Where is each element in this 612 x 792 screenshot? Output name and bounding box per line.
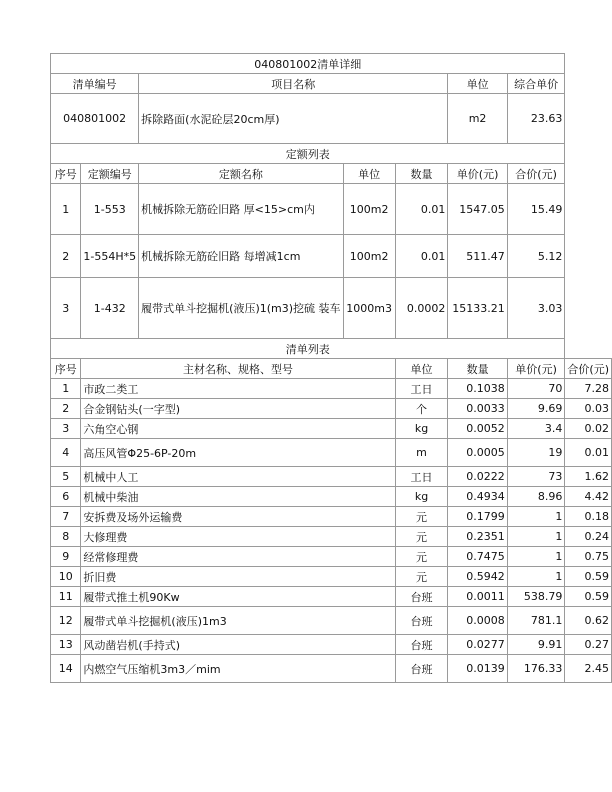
quota-unit: 100m2 <box>343 235 395 278</box>
quota-total: 15.49 <box>507 184 565 235</box>
material-name: 合金钢钻头(一字型) <box>81 399 395 419</box>
material-col-no: 序号 <box>51 359 81 379</box>
material-total: 0.18 <box>565 507 612 527</box>
material-total: 0.59 <box>565 567 612 587</box>
material-unit: 台班 <box>395 607 448 635</box>
quota-total: 5.12 <box>507 235 565 278</box>
material-row <box>51 547 612 567</box>
material-total: 7.28 <box>565 379 612 399</box>
material-name: 履带式推土机90Kw <box>81 587 395 607</box>
quota-row <box>51 184 612 235</box>
quota-code: 1-554H*5 <box>81 235 139 278</box>
material-qty: 0.7475 <box>448 547 507 567</box>
material-name: 履带式单斗挖掘机(液压)1m3 <box>81 607 395 635</box>
material-no: 5 <box>51 467 81 487</box>
material-no: 14 <box>51 655 81 683</box>
material-qty: 0.5942 <box>448 567 507 587</box>
quota-col-code: 定额编号 <box>81 164 139 184</box>
material-no: 2 <box>51 399 81 419</box>
quota-total: 3.03 <box>507 278 565 339</box>
unit-label: 单位 <box>448 74 507 94</box>
material-unit: kg <box>395 487 448 507</box>
material-qty: 0.0052 <box>448 419 507 439</box>
material-unit: 元 <box>395 567 448 587</box>
quota-code: 1-553 <box>81 184 139 235</box>
material-col-total: 合价(元) <box>565 359 612 379</box>
bill-code: 040801002 <box>51 94 139 144</box>
material-name: 大修理费 <box>81 527 395 547</box>
material-price: 19 <box>507 439 565 467</box>
quota-qty: 0.01 <box>395 235 448 278</box>
quota-col-price: 单价(元) <box>448 164 507 184</box>
material-total: 0.02 <box>565 419 612 439</box>
material-qty: 0.0277 <box>448 635 507 655</box>
material-qty: 0.4934 <box>448 487 507 507</box>
material-unit: 元 <box>395 527 448 547</box>
material-no: 6 <box>51 487 81 507</box>
material-total: 0.59 <box>565 587 612 607</box>
quota-price: 511.47 <box>448 235 507 278</box>
price-label: 综合单价 <box>507 74 565 94</box>
quota-no: 3 <box>51 278 81 339</box>
material-price: 781.1 <box>507 607 565 635</box>
material-total: 4.42 <box>565 487 612 507</box>
material-price: 70 <box>507 379 565 399</box>
header-label-row <box>51 74 612 94</box>
material-price: 3.4 <box>507 419 565 439</box>
quota-row <box>51 278 612 339</box>
material-total: 0.03 <box>565 399 612 419</box>
material-col-qty: 数量 <box>448 359 507 379</box>
material-no: 1 <box>51 379 81 399</box>
material-no: 11 <box>51 587 81 607</box>
quota-col-unit: 单位 <box>343 164 395 184</box>
material-col-unit: 单位 <box>395 359 448 379</box>
quota-section-title: 定额列表 <box>51 144 565 164</box>
quota-section-title-row <box>51 144 612 164</box>
material-unit: 台班 <box>395 587 448 607</box>
material-column-header-row <box>51 359 612 379</box>
material-row <box>51 527 612 547</box>
material-row <box>51 567 612 587</box>
material-name: 风动凿岩机(手持式) <box>81 635 395 655</box>
material-name: 机械中柴油 <box>81 487 395 507</box>
material-row <box>51 399 612 419</box>
material-row <box>51 487 612 507</box>
material-price: 9.91 <box>507 635 565 655</box>
material-name: 六角空心钢 <box>81 419 395 439</box>
material-name: 机械中人工 <box>81 467 395 487</box>
quota-qty: 0.0002 <box>395 278 448 339</box>
material-unit: 台班 <box>395 655 448 683</box>
material-price: 8.96 <box>507 487 565 507</box>
material-price: 9.69 <box>507 399 565 419</box>
quota-no: 1 <box>51 184 81 235</box>
material-row <box>51 419 612 439</box>
material-total: 0.62 <box>565 607 612 635</box>
material-total: 2.45 <box>565 655 612 683</box>
quota-qty: 0.01 <box>395 184 448 235</box>
material-qty: 0.1799 <box>448 507 507 527</box>
header-value-row <box>51 94 612 144</box>
material-unit: 元 <box>395 547 448 567</box>
material-unit: 工日 <box>395 379 448 399</box>
material-name: 市政二类工 <box>81 379 395 399</box>
material-qty: 0.0222 <box>448 467 507 487</box>
material-name: 高压风管Φ25-6P-20m <box>81 439 395 467</box>
material-row <box>51 655 612 683</box>
quota-unit: 100m2 <box>343 184 395 235</box>
quota-name: 机械拆除无筋砼旧路 厚<15>cm内 <box>139 184 343 235</box>
material-name: 经常修理费 <box>81 547 395 567</box>
material-unit: 元 <box>395 507 448 527</box>
material-no: 7 <box>51 507 81 527</box>
quota-column-header-row <box>51 164 612 184</box>
sheet-title: 040801002清单详细 <box>51 54 565 74</box>
quota-name: 机械拆除无筋砼旧路 每增减1cm <box>139 235 343 278</box>
bill-unit: m2 <box>448 94 507 144</box>
quota-code: 1-432 <box>81 278 139 339</box>
material-name: 内燃空气压缩机3m3／mim <box>81 655 395 683</box>
material-row <box>51 467 612 487</box>
material-total: 0.27 <box>565 635 612 655</box>
material-qty: 0.0139 <box>448 655 507 683</box>
material-section-title-row <box>51 339 612 359</box>
material-qty: 0.1038 <box>448 379 507 399</box>
bill-price: 23.63 <box>507 94 565 144</box>
material-price: 176.33 <box>507 655 565 683</box>
material-name: 折旧费 <box>81 567 395 587</box>
material-unit: m <box>395 439 448 467</box>
material-no: 9 <box>51 547 81 567</box>
name-label: 项目名称 <box>139 74 448 94</box>
material-total: 0.01 <box>565 439 612 467</box>
material-total: 0.24 <box>565 527 612 547</box>
quota-col-total: 合价(元) <box>507 164 565 184</box>
material-price: 1 <box>507 507 565 527</box>
bill-detail-table <box>50 53 612 683</box>
quota-no: 2 <box>51 235 81 278</box>
material-no: 12 <box>51 607 81 635</box>
material-row <box>51 607 612 635</box>
material-name: 安拆费及场外运输费 <box>81 507 395 527</box>
material-qty: 0.2351 <box>448 527 507 547</box>
material-qty: 0.0011 <box>448 587 507 607</box>
quota-unit: 1000m3 <box>343 278 395 339</box>
material-price: 1 <box>507 567 565 587</box>
material-section-title: 清单列表 <box>51 339 565 359</box>
material-total: 1.62 <box>565 467 612 487</box>
material-col-price: 单价(元) <box>507 359 565 379</box>
quota-row <box>51 235 612 278</box>
material-unit: kg <box>395 419 448 439</box>
material-no: 13 <box>51 635 81 655</box>
material-col-name: 主材名称、规格、型号 <box>81 359 395 379</box>
material-no: 10 <box>51 567 81 587</box>
material-qty: 0.0008 <box>448 607 507 635</box>
material-price: 1 <box>507 527 565 547</box>
material-row <box>51 587 612 607</box>
title-row <box>51 54 612 74</box>
quota-price: 15133.21 <box>448 278 507 339</box>
material-price: 1 <box>507 547 565 567</box>
quota-col-no: 序号 <box>51 164 81 184</box>
quota-name: 履带式单斗挖掘机(液压)1(m3)挖硫 装车 <box>139 278 343 339</box>
material-row <box>51 635 612 655</box>
quota-col-name: 定额名称 <box>139 164 343 184</box>
material-qty: 0.0033 <box>448 399 507 419</box>
material-total: 0.75 <box>565 547 612 567</box>
material-no: 8 <box>51 527 81 547</box>
material-price: 73 <box>507 467 565 487</box>
bill-name: 拆除路面(水泥砼层20cm厚) <box>139 94 448 144</box>
material-unit: 工日 <box>395 467 448 487</box>
quota-col-qty: 数量 <box>395 164 448 184</box>
material-row <box>51 379 612 399</box>
material-qty: 0.0005 <box>448 439 507 467</box>
material-unit: 个 <box>395 399 448 419</box>
material-no: 4 <box>51 439 81 467</box>
material-row <box>51 439 612 467</box>
material-price: 538.79 <box>507 587 565 607</box>
code-label: 清单编号 <box>51 74 139 94</box>
material-no: 3 <box>51 419 81 439</box>
material-unit: 台班 <box>395 635 448 655</box>
quota-price: 1547.05 <box>448 184 507 235</box>
material-row <box>51 507 612 527</box>
